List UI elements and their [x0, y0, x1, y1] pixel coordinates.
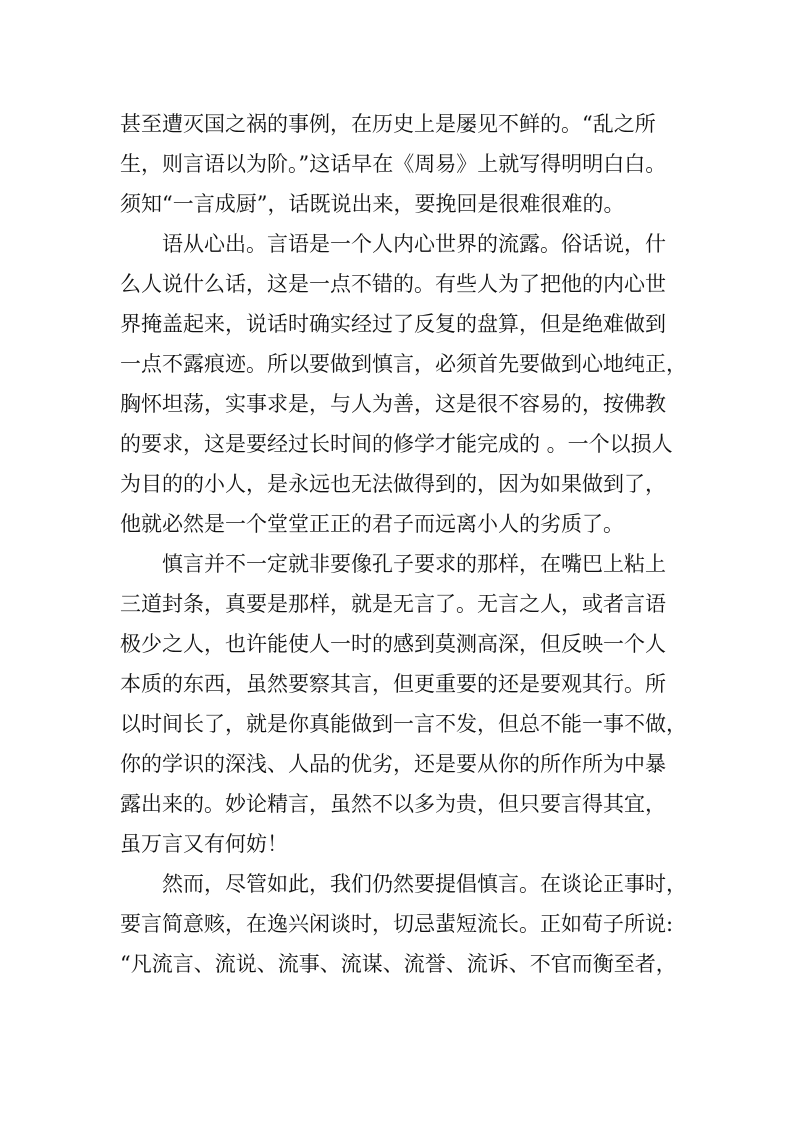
text-line: 界掩盖起来，说话时确实经过了反复的盘算，但是绝难做到 [120, 312, 666, 336]
text-line: 须知“一言成厨”，话既说出来，要挽回是很难很难的。 [120, 192, 625, 216]
text-line: 然而，尽管如此，我们仍然要提倡慎言。在谈论正事时， [162, 872, 687, 896]
text-line: 么人说什么话，这是一点不错的。有些人为了把他的内心世 [120, 272, 666, 296]
text-line: 胸怀坦荡，实事求是，与人为善，这是很不容易的，按佛教 [120, 392, 666, 416]
text-line: 甚至遭灭国之祸的事例，在历史上是屡见不鲜的。“乱之所 [120, 112, 656, 136]
text-line: 的要求，这是要经过长时间的修学才能完成的 。一个以损人 [120, 432, 673, 456]
text-line: 为目的的小人，是永远也无法做得到的，因为如果做到了， [120, 472, 666, 496]
text-line: 本质的东西，虽然要察其言，但更重要的还是要观其行。所 [120, 672, 666, 696]
text-line: 虽万言又有何妨！ [120, 832, 288, 856]
text-line: 以时间长了，就是你真能做到一言不发，但总不能一事不做， [120, 712, 687, 736]
text-line: 他就必然是一个堂堂正正的君子而远离小人的劣质了。 [120, 512, 624, 536]
text-line: 一点不露痕迹。所以要做到慎言，必须首先要做到心地纯正， [120, 352, 687, 376]
text-line: 语从心出。言语是一个人内心世界的流露。俗话说，什 [162, 232, 666, 256]
text-line: 慎言并不一定就非要像孔子要求的那样，在嘴巴上粘上 [162, 552, 666, 576]
text-line: 要言简意赅，在逸兴闲谈时，切忌蜚短流长。正如荀子所说: [120, 912, 674, 936]
text-line: 三道封条，真要是那样，就是无言了。无言之人，或者言语 [120, 592, 666, 616]
text-line: “凡流言、流说、流事、流谋、流誉、流诉、不官而衡至者， [120, 952, 677, 976]
text-line: 极少之人，也许能使人一时的感到莫测高深，但反映一个人 [120, 632, 666, 656]
text-line: 你的学识的深浅、人品的优劣，还是要从你的所作所为中暴 [120, 752, 666, 776]
text-line: 露出来的。妙论精言，虽然不以多为贵，但只要言得其宜， [120, 792, 666, 816]
text-line: 生，则言语以为阶。”这话早在《周易》上就写得明明白白。 [120, 152, 667, 176]
